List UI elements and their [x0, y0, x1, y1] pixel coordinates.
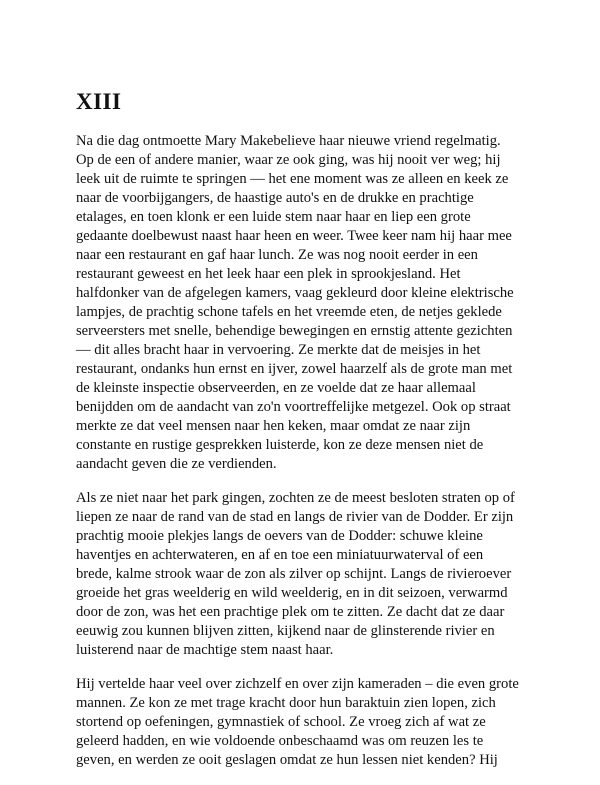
paragraph-1 [76, 132, 534, 474]
paragraph-line: door de zon, was het een prachtige plek om te zitten. Ze dacht dat ze daar [76, 604, 505, 620]
paragraph-line: halfdonker van de afgelegen kamers, vaag gekleurd door kleine elektrische [76, 285, 514, 301]
paragraph-line: geven, en werden ze ooit geslagen omdat ze hun lessen niet kenden? Hij [76, 752, 498, 768]
chapter-title: XIII [76, 89, 122, 114]
paragraph-line: de kleinste inspectie observeerden, en ze voelde dat ze haar allemaal [76, 380, 476, 396]
paragraph-line: leek uit de ruimte te springen — het ene moment was ze alleen en keek ze [76, 171, 509, 187]
paragraph-line: Als ze niet naar het park gingen, zochten ze de meest besloten straten op of [76, 490, 515, 506]
paragraph-line: naar de voorbijgangers, de haastige auto's en de drukke en prachtige [76, 190, 474, 206]
paragraph-line: eeuwig zou kunnen blijven zitten, kijkend naar de glinsterende rivier en [76, 623, 495, 639]
paragraph-line: merkte ze dat veel mensen naar hen keken, maar omdat ze naar zijn [76, 418, 471, 434]
paragraph-line: — dit alles bracht haar in vervoering. Ze merkte dat de meisjes in het [76, 342, 481, 358]
paragraph-line: etalages, en toen klonk er een luide stem naar haar en liep een grote [76, 209, 471, 225]
paragraph-3 [76, 675, 534, 770]
paragraph-line: haventjes en achterwateren, en af en toe een miniatuurwaterval of een [76, 547, 484, 563]
paragraph-line: serveersters met snelle, behendige bewegingen en ernstig attente gezichten [76, 323, 513, 339]
paragraph-line: Na die dag ontmoette Mary Makebelieve haar nieuwe vriend regelmatig. [76, 133, 501, 149]
paragraph-line: mannen. Ze kon ze met trage kracht door hun baraktuin zien lopen, zich [76, 695, 496, 711]
paragraph-line: stortend op oefeningen, gymnastiek of school. Ze vroeg zich af wat ze [76, 714, 486, 730]
paragraph-line: restaurant, ondanks hun ernst en ijver, zowel haarzelf als de grote man met [76, 361, 513, 377]
paragraph-line: liepen ze naar de rand van de stad en langs de rivier van de Dodder. Er zijn [76, 509, 514, 525]
paragraph-line: naar een restaurant en gaf haar lunch. Ze was nog nooit eerder in een [76, 247, 478, 263]
paragraph-line: geleerd hadden, en wie voldoende onbeschaamd was om reuzen les te [76, 733, 484, 749]
paragraph-line: lampjes, de prachtig schone tafels en het vreemde eten, de netjes geklede [76, 304, 502, 320]
paragraph-line: constante en rustige gesprekken luisterde, kon ze deze mensen niet de [76, 437, 484, 453]
paragraph-line: luisterend naar de machtige stem naast haar. [76, 642, 334, 658]
document-page [76, 88, 534, 785]
paragraph-line: groeide het gras weelderig en wild weelderig, en in dit seizoen, verwarmd [76, 585, 508, 601]
paragraph-2 [76, 489, 534, 660]
paragraph-line: prachtig mooie plekjes langs de oevers van de Dodder: schuwe kleine [76, 528, 483, 544]
paragraph-line: Op de een of andere manier, waar ze ook ging, was hij nooit ver weg; hij [76, 152, 501, 168]
paragraph-line: benijdden om de aandacht van zo'n voortreffelijke metgezel. Ook op straat [76, 399, 511, 415]
paragraph-line: Hij vertelde haar veel over zichzelf en over zijn kameraden – die even grote [76, 676, 519, 692]
paragraph-line: brede, kalme strook waar de zon als zilver op schijnt. Langs de rivieroever [76, 566, 512, 582]
paragraph-line: gedaante doelbewust naast haar heen en weer. Twee keer nam hij haar mee [76, 228, 512, 244]
paragraph-line: aandacht geven die ze verdienden. [76, 456, 277, 472]
paragraph-line: restaurant geweest en het leek haar een plek in sprookjesland. Het [76, 266, 461, 282]
